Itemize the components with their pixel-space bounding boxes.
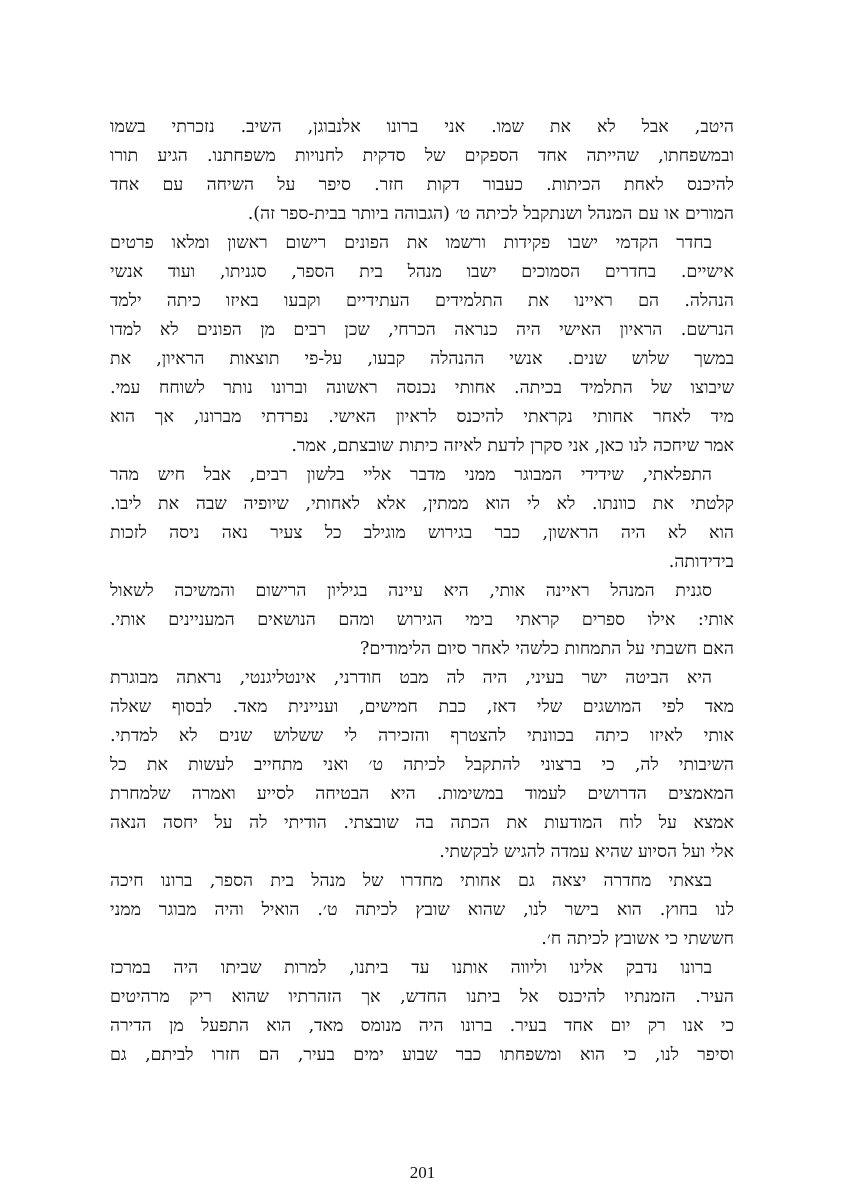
- text-line: השיבותי לה, כי ברצוני להתקבל לכיתה ט׳ ואני מתחייב לעשות את כל: [110, 755, 734, 775]
- text-line: אמר שיחכה לנו כאן, אני סקרן לדעת לאיזה כיתות שובצתם, אמר.: [291, 436, 734, 456]
- text-line: התפלאתי, שידידי המבוגר ממני מדבר אליי בלשון רבים, אבל חיש מהר: [110, 465, 712, 485]
- text-line: האם חשבתי על התמחות כלשהי לאחר סיום הלימודים?: [360, 639, 734, 659]
- text-line: סגנית המנהל ראיינה אותי, היא עיינה בגיליון הרישום והמשיכה לשאול: [110, 581, 712, 601]
- body-text: [110, 113, 734, 1070]
- text-line: כי אנו רק יום אחד בעיר. ברונו היה מנומס מאד, הוא התפעל מן הדירה: [110, 1016, 734, 1036]
- text-line: הנרשם. הראיון האישי היה כנראה הכרחי, שכן רבים מן הפונים לא למדו: [110, 320, 734, 340]
- text-line: הוא לא היה הראשון, כבר בגירוש מוגילב כל צעיר נאה ניסה לזכות: [110, 523, 734, 543]
- text-line: שיבוצו של התלמיד בכיתה. אחותי נכנסה ראשונה וברונו נותר לשוחח עמי.: [110, 378, 734, 398]
- text-line: אלי ועל הסיוע שהיא עמדה להגיש לבקשתי.: [439, 842, 734, 862]
- text-line: מאד לפי המושגים שלי דאז, כבת חמישים, ועניינית מאד. לבסוף שאלה: [110, 697, 734, 717]
- text-line: בחדר הקדמי ישבו פקידות ורשמו את הפונים רישום ראשון ומלאו פרטים: [110, 233, 712, 253]
- text-line: בצאתי מחדרה יצאה גם אחותי מחדרו של מנהל בית הספר, ברונו חיכה: [110, 871, 712, 891]
- text-line: הנהלה. הם ראיינו את התלמידים העתידיים וקבעו באיזו כיתה ילמד: [110, 291, 734, 311]
- text-line: היא הביטה ישר בעיני, היה לה מבט חודרני, אינטליגנטי, נראתה מבוגרת: [110, 668, 713, 688]
- text-line: וסיפר לנו, כי הוא ומשפחתו כבר שבוע ימים בעיר, הם חזרו לביתם, גם: [110, 1045, 734, 1065]
- text-line: במשך שלוש שנים. אנשי ההנהלה קבעו, על-פי תוצאות הראיון, את: [110, 349, 734, 369]
- text-line: להיכנס לאחת הכיתות. כעבור דקות חזר. סיפר על השיחה עם אחד: [110, 175, 734, 195]
- text-line: בידידותה.: [668, 552, 734, 572]
- text-line: אישיים. בחדרים הסמוכים ישבו מנהל בית הספר, סגניתו, ועוד אנשי: [110, 262, 734, 282]
- text-line: קלטתי את כוונתו. לא לי הוא ממתין, אלא לאחותי, שיופיה שבה את ליבו.: [110, 494, 734, 514]
- text-line: היטב, אבל לא את שמו. אני ברונו אלנבוגן, השיב. נזכרתי בשמו: [110, 117, 734, 137]
- text-line: המאמצים הדרושים לעמוד במשימות. היא הבטיחה לסייע ואמרה שלמחרת: [110, 784, 734, 804]
- text-line: ברונו נדבק אלינו וליווה אותנו עד ביתנו, למרות שביתו היה במרכז: [110, 958, 712, 978]
- text-line: המורים או עם המנהל ושנתקבל לכיתה ט׳ (הגבוהה ביותר בבית-ספר זה).: [247, 204, 734, 224]
- text-line: מיד לאחר אחותי נקראתי להיכנס לראיון האישי. נפרדתי מברונו, אך הוא: [110, 407, 734, 427]
- text-line: אותי: אילו ספרים קראתי בימי הגירוש ומהם הנושאים המעניינים אותי.: [110, 610, 734, 630]
- text-line: העיר. הזמנתיו להיכנס אל ביתנו החדש, אך הזהרתיו שהוא ריק מרהיטים: [110, 987, 734, 1007]
- text-line: אותי לאיזו כיתה בכוונתי להצטרף והזכירה לי ששלוש שנים לא למדתי.: [110, 726, 734, 746]
- text-line: ובמשפחתו, שהייתה אחד הספקים של סדקית לחנויות משפחתנו. הגיע תורו: [110, 146, 734, 166]
- text-line: אמצא על לוח המודעות את הכתה בה שובצתי. הודיתי לה על יחסה הנאה: [110, 813, 734, 833]
- page-number: 201: [409, 1163, 436, 1182]
- text-line: לנו בחוץ. הוא בישר לנו, שהוא שובץ לכיתה ט׳. הואיל והיה מבוגר ממני: [110, 900, 734, 920]
- text-line: חששתי כי אשובץ לכיתה ח׳.: [541, 929, 734, 949]
